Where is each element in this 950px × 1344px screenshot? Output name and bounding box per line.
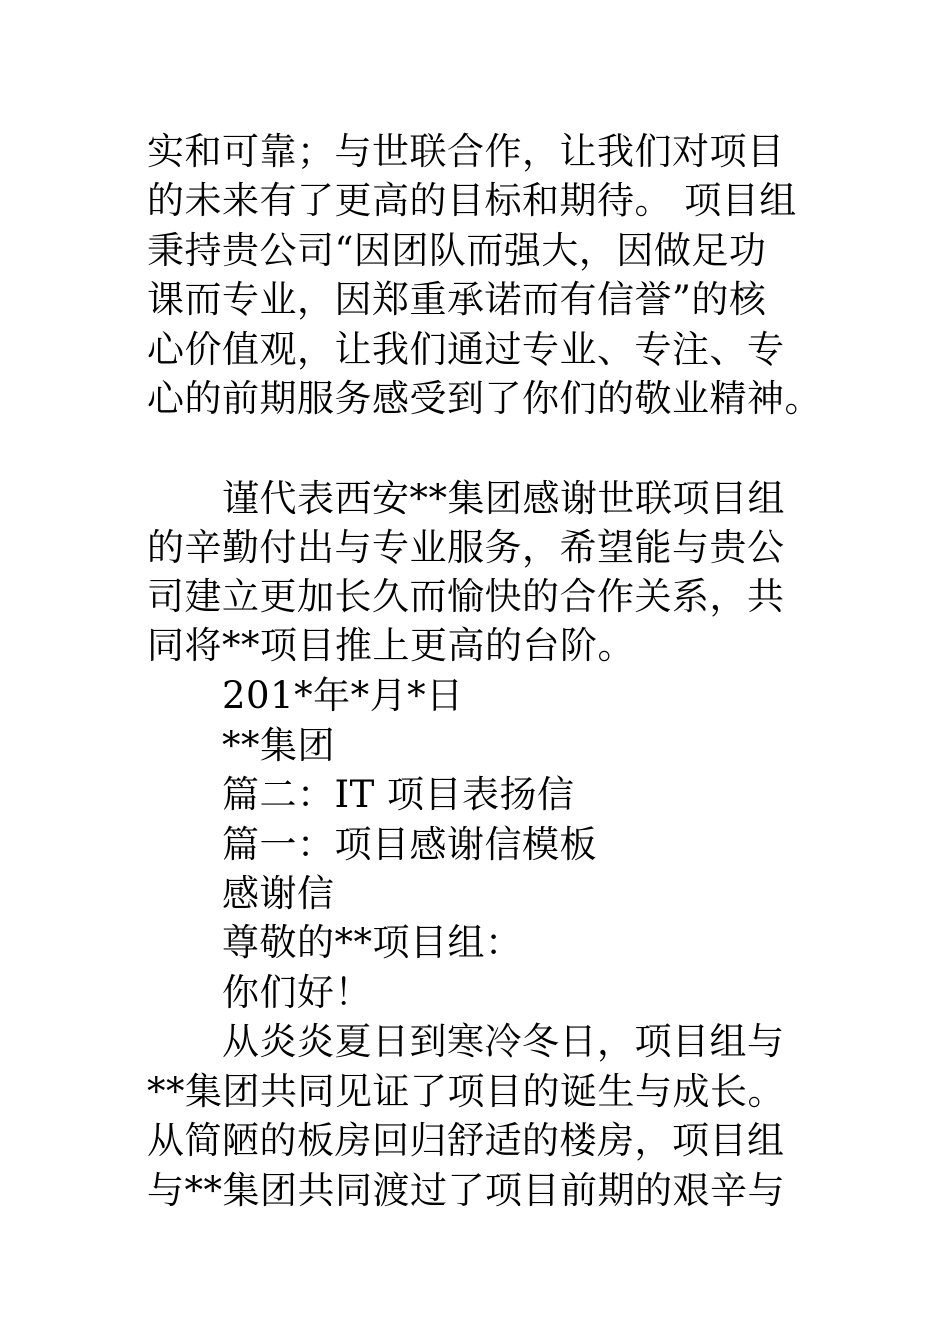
text-line: 与**集团共同渡过了项目前期的艰辛与	[147, 1169, 785, 1212]
letter-salutation: 尊敬的**项目组：	[222, 921, 523, 964]
letter-title: 感谢信	[222, 872, 335, 915]
text-line: 的辛勤付出与专业服务，希望能与贵公	[147, 526, 785, 569]
text-line: 同将**项目推上更高的台阶。	[147, 624, 635, 667]
section-heading: 篇一：项目感谢信模板	[222, 823, 597, 866]
text-line: 的未来有了更高的目标和期待。 项目组	[147, 179, 797, 222]
text-line: 实和可靠；与世联合作，让我们对项目	[147, 130, 785, 173]
text-line: 课而专业，因郑重承诺而有信誉”的核	[147, 278, 767, 321]
text-line: 心价值观，让我们通过专业、专注、专	[147, 328, 785, 371]
text-line: 司建立更加长久而愉快的合作关系，共	[147, 575, 785, 618]
text-line: 从炎炎夏日到寒冷冬日，项目组与	[222, 1020, 785, 1063]
text-line: 秉持贵公司“因团队而强大，因做足功	[147, 229, 767, 272]
letter-greeting: 你们好！	[222, 971, 372, 1014]
text-line: 从简陋的板房回归舒适的楼房，项目组	[147, 1119, 785, 1162]
text-line: 谨代表西安**集团感谢世联项目组	[222, 477, 785, 520]
letter-signature: **集团	[222, 724, 335, 767]
letter-date: 201*年*月*日	[222, 674, 464, 717]
text-line: 心的前期服务感受到了你们的敬业精神。	[147, 377, 822, 420]
section-heading: 篇二：IT 项目表扬信	[222, 773, 575, 816]
text-line: **集团共同见证了项目的诞生与成长。	[147, 1070, 785, 1113]
